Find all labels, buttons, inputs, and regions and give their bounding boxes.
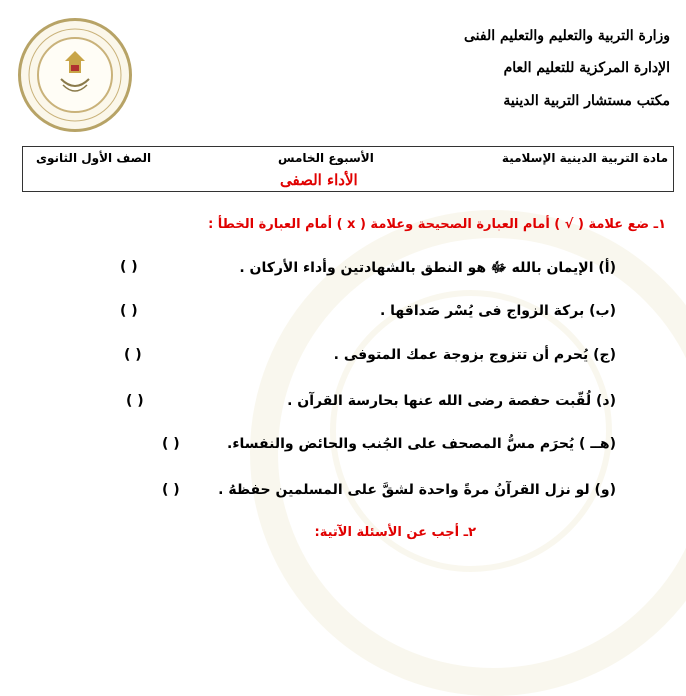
ministry-seal-logo [18,18,132,132]
answer-box-f[interactable]: ( ) [162,482,180,498]
seal-emblem-icon [21,21,129,129]
header-central-admin: الإدارة المركزية للتعليم العام [503,60,670,76]
answer-box-b[interactable]: ( ) [120,303,138,319]
grade-label: الصف الأول الثانوى [36,151,152,165]
question-item-f: (و) لو نزل القرآنُ مرةً واحدة لشقَّ على المسلمين حفظهُ . [218,482,616,498]
answer-box-d[interactable]: ( ) [126,393,144,409]
header-ministry: وزارة التربية والتعليم والتعليم الفنى [463,28,670,44]
question2-title: ٢ـ أجب عن الأسئلة الآتية: [314,525,476,540]
answer-box-a[interactable]: ( ) [120,259,138,275]
question-item-b: (ب) بركة الزواج فى يُسْر صَداقها . [379,303,616,319]
header-office: مكتب مستشار التربية الدينية [503,93,670,109]
question1-title: ١ـ ضع علامة ( √ ) أمام العبارة الصحيحة وعلامة ( x ) أمام العبارة الخطأ : [208,217,666,232]
question-item-e: (هــ ) يُحرَم مسُّ المصحف على الجُنب والحائض والنفساء. [227,436,616,452]
question-item-c: (ج) يُحرم أن تتزوج بزوجة عمك المتوفى . [333,347,616,363]
question-item-d: (د) لُقّبت حفصة رضى الله عنها بحارسة القرآن . [287,393,616,409]
answer-box-e[interactable]: ( ) [162,436,180,452]
week-label: الأسبوع الخامس [278,151,374,165]
performance-title: الأداء الصفى [280,171,358,189]
subject-label: مادة التربية الدينية الإسلامية [501,151,668,165]
answer-box-c[interactable]: ( ) [124,347,142,363]
question-item-a: (أ) الإيمان بالله ﷻ هو النطق بالشهادتين وأداء الأركان . [239,260,616,276]
